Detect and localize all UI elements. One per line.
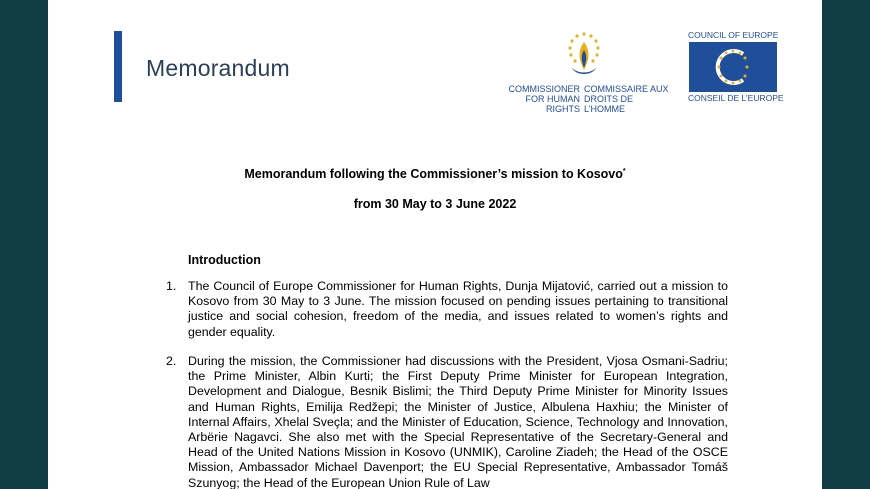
paragraph-text: During the mission, the Commissioner had discussions with the President, Vjosa Osmani-Sadriu; the Prime Minister, Albin Kurti; the First Deputy Prime Minister for European Integration, Development and Dialogue, Besnik Bislimi; the Third Deputy Prime Minister for Minority Issues and Human Rights, Emilija Redžepi; the Minister of Justice, Albulena Haxhiu; the Minister of Internal Affairs, Xhelal Sveçla; and the Minister of Education, Science, Technology and Innovation, Arbërie Nagavci. She also met with the Special Representative of the Secretary-General and Head of the United Nations Mission in Kosovo (UNMIK), Caroline Ziadeh; the Head of the OSCE Mission, Ambassador Michael Davenport; the EU Special Representative, Ambassador Tomáš Szunyog; the Head of the European Union Rule of Law — [188, 354, 728, 489]
title-footnote-marker[interactable]: * — [622, 167, 626, 175]
commissioner-logo-text-en: COMMISSIONER FOR HUMAN RIGHTS — [508, 84, 580, 114]
section-heading-introduction: Introduction — [188, 253, 261, 267]
paragraph-number: 1. — [166, 279, 177, 293]
paragraph-number: 2. — [166, 354, 177, 368]
document-title — [48, 167, 822, 181]
paragraph-2 — [166, 354, 728, 489]
paragraph-text: The Council of Europe Commissioner for Human Rights, Dunja Mijatović, carried out a mission to Kosovo from 30 May to 3 June. The mission focused on pending issues pertaining to transitional justice and social cohesion, freedom of the media, and issues related to women’s rights and gender equality. — [188, 279, 728, 339]
memo-accent-bar — [114, 31, 122, 102]
document-dates: from 30 May to 3 June 2022 — [353, 197, 517, 211]
commissioner-logo — [500, 30, 669, 114]
coe-logo-text-en: COUNCIL OF EUROPE — [688, 30, 779, 40]
document-page — [48, 0, 822, 489]
paragraph-1 — [166, 279, 728, 340]
document-title-text: Memorandum following the Commissioner’s mission to Kosovo — [244, 167, 623, 181]
commissioner-logo-text-fr: COMMISSAIRE AUX DROITS DE L’HOMME — [584, 84, 669, 114]
council-of-europe-flag-icon — [689, 42, 777, 92]
memo-label: Memorandum — [146, 55, 290, 81]
flame-of-stars-emblem-icon — [560, 30, 608, 82]
coe-logo-text-fr: CONSEIL DE L’EUROPE — [688, 93, 784, 103]
council-of-europe-logo — [688, 30, 784, 104]
